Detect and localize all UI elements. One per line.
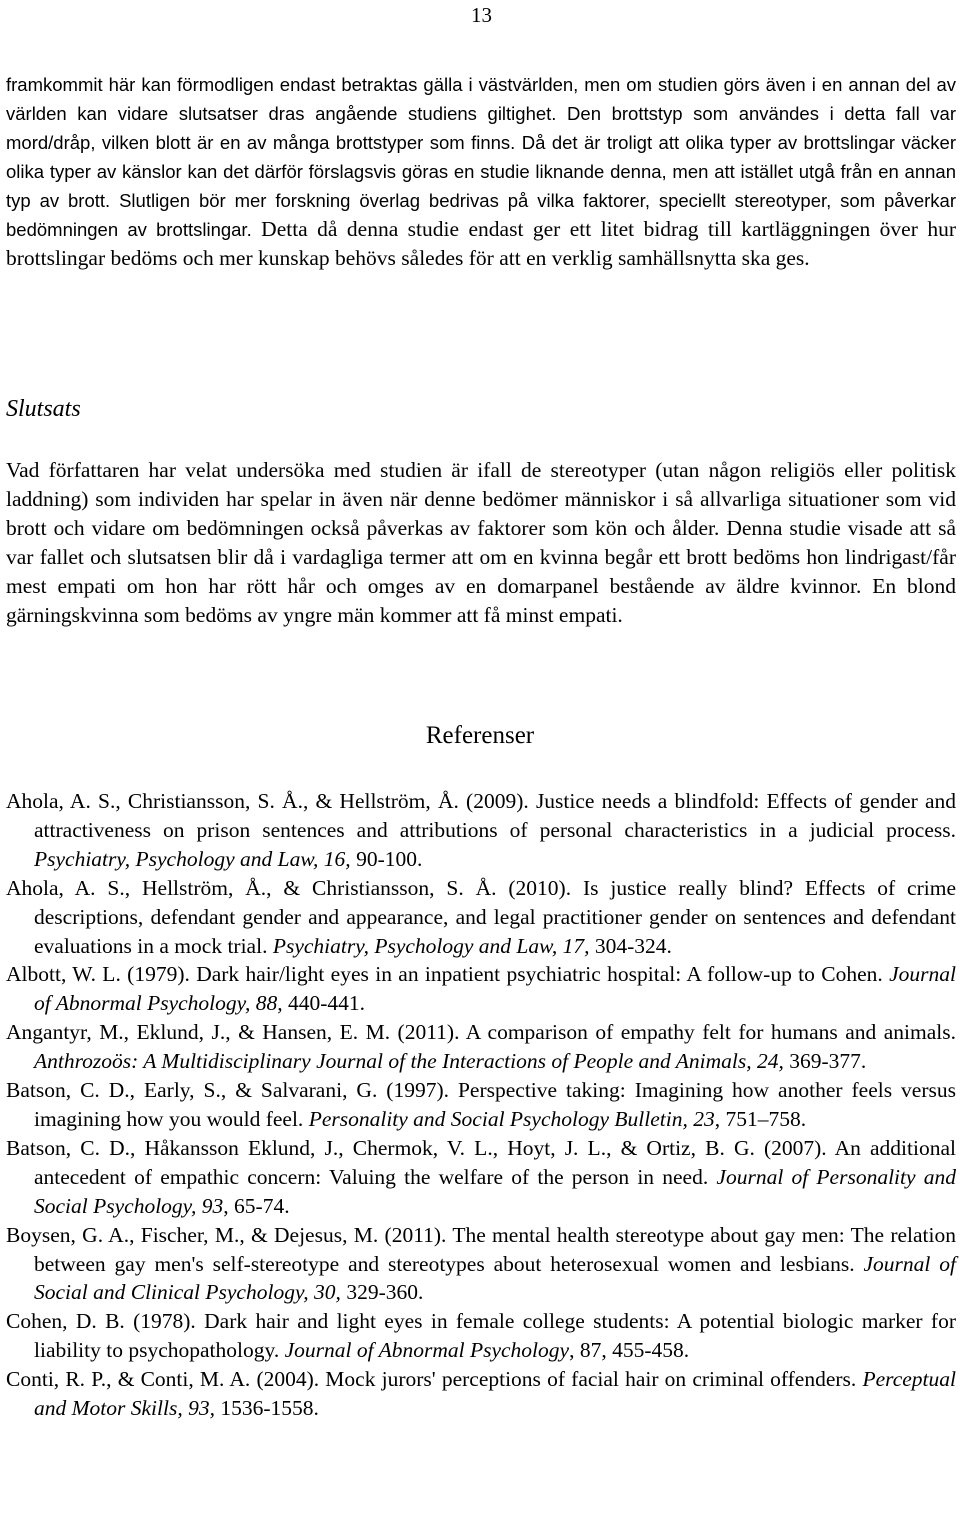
reference-journal: Journal of Personality and Social Psychology, 93 <box>34 1164 956 1218</box>
reference-item <box>6 1018 956 1076</box>
reference-journal: Personality and Social Psychology Bulletin, 23 <box>308 1106 715 1131</box>
references-heading: Referenser <box>425 722 535 749</box>
page-number: 13 <box>471 3 492 27</box>
reference-item <box>6 874 956 961</box>
reference-text: Ahola, A. S., Christiansson, S. Å., & Hellström, Å. (2009). Justice needs a blindfold: Effects of gender and attractiveness on prison sentences and attributions of personal characteristics in a judicial process. <box>6 789 956 842</box>
reference-item <box>6 1134 956 1221</box>
reference-pages: 1536-1558. <box>214 1396 319 1421</box>
reference-journal: Psychiatry, Psychology and Law, 16, <box>34 846 351 871</box>
discussion-text-continued: Detta då denna studie endast ger ett litet bidrag till kartläggningen över hur brottslingar bedöms och mer kunskap behövs således för att en verklig samhällsnytta ska ges. <box>6 217 956 270</box>
reference-item <box>6 1221 956 1308</box>
reference-journal: Journal of Abnormal Psychology <box>284 1338 570 1363</box>
reference-text: Ahola, A. S., Hellström, Å., & Christiansson, S. Å. (2010). Is justice really blind? Effects of crime descriptions, defendant gender and appearance, and legal practitioner gender on sentences and defendant evaluations in a mock trial. <box>6 875 956 958</box>
reference-text: Angantyr, M., Eklund, J., & Hansen, E. M. (2011). A comparison of empathy felt for humans and animals. <box>6 1020 956 1045</box>
reference-text: Batson, C. D., Early, S., & Salvarani, G. (1997). Perspective taking: Imagining how another feels versus imagining how you would feel. <box>6 1078 956 1131</box>
reference-pages: 369-377. <box>783 1049 867 1074</box>
reference-item <box>6 787 956 874</box>
reference-journal: Perceptual and Motor Skills, 93, <box>34 1367 956 1421</box>
reference-pages: 329-360. <box>340 1280 424 1305</box>
reference-text: Albott, W. L. (1979). Dark hair/light eyes in an inpatient psychiatric hospital: A follow-up to Cohen. <box>6 962 890 987</box>
reference-text: Cohen, D. B. (1978). Dark hair and light eyes in female college students: A potential biologic marker for liability to psychopathology. <box>6 1309 956 1363</box>
reference-journal: Psychiatry, Psychology and Law, 17, <box>272 933 590 958</box>
conclusion-paragraph: Vad författaren har velat undersöka med studien är ifall de stereotyper (utan någon religiös eller politisk laddning) som individen har spelar in även när denne bedömer människor i så allvarliga situationer som vid brott och vidare om bedömningen också påverkas av faktorer som kön och ålder. Denna studie visade att så var fallet och slutsatsen blir då i vardagliga termer att om en kvinna begår ett brott bedöms hon lindrigast/får mest empati om hon har rött hår och omges av en domarpanel bestående av äldre kvinnor. En blond gärningskvinna som bedöms av yngre män kommer att få minst empati. <box>6 458 956 627</box>
reference-text: Conti, R. P., & Conti, M. A. (2004). Mock jurors' perceptions of facial hair on criminal offenders. <box>6 1367 863 1392</box>
reference-journal: Journal of Abnormal Psychology, 88, <box>34 962 956 1016</box>
reference-list <box>6 787 956 1423</box>
reference-item <box>6 1076 956 1134</box>
discussion-text: framkommit här kan förmodligen endast betraktas gälla i västvärlden, men om studien görs även i en annan del av världen kan vidare slutsatser dras angående studiens giltighet. Den brottstyp som användes i detta fall var mord/dråp, vilken blott är en av många brottstyper som finns. Då det är troligt att olika typer av brottslingar väcker olika typer av känslor kan det därför förslagsvis göras en studie liknande denna, men att istället utgå från en annan typ av brott. Slutligen bör mer forskning överlag bedrivas på vilka faktorer, speciellt stereotyper, som påverkar bedömningen av brottslingar. <box>6 74 956 240</box>
reference-pages: 304-324. <box>589 933 672 958</box>
reference-journal: Anthrozoös: A Multidisciplinary Journal of the Interactions of People and Animals, 24, <box>34 1049 784 1074</box>
conclusion-heading: Slutsats <box>6 396 81 422</box>
reference-pages: , 65-74. <box>223 1193 290 1218</box>
reference-pages: 440-441. <box>282 991 366 1016</box>
reference-journal: Journal of Social and Clinical Psychology, 30, <box>34 1251 956 1305</box>
reference-pages: , 87, 455-458. <box>569 1338 690 1363</box>
reference-pages: , 751–758. <box>714 1106 807 1131</box>
reference-text: Boysen, G. A., Fischer, M., & Dejesus, M. (2011). The mental health stereotype about gay men: The relation between gay men's self-stereotype and stereotypes about heterosexual women and lesbians. <box>6 1222 956 1276</box>
discussion-paragraph <box>6 70 956 273</box>
reference-text: Batson, C. D., Håkansson Eklund, J., Chermok, V. L., Hoyt, J. L., & Ortiz, B. G. (2007). An additional antecedent of empathic concern: Valuing the welfare of the person in need. <box>6 1135 956 1189</box>
reference-item <box>6 1365 956 1423</box>
reference-pages: 90-100. <box>350 846 423 871</box>
reference-item <box>6 960 956 1018</box>
reference-item <box>6 1307 956 1365</box>
